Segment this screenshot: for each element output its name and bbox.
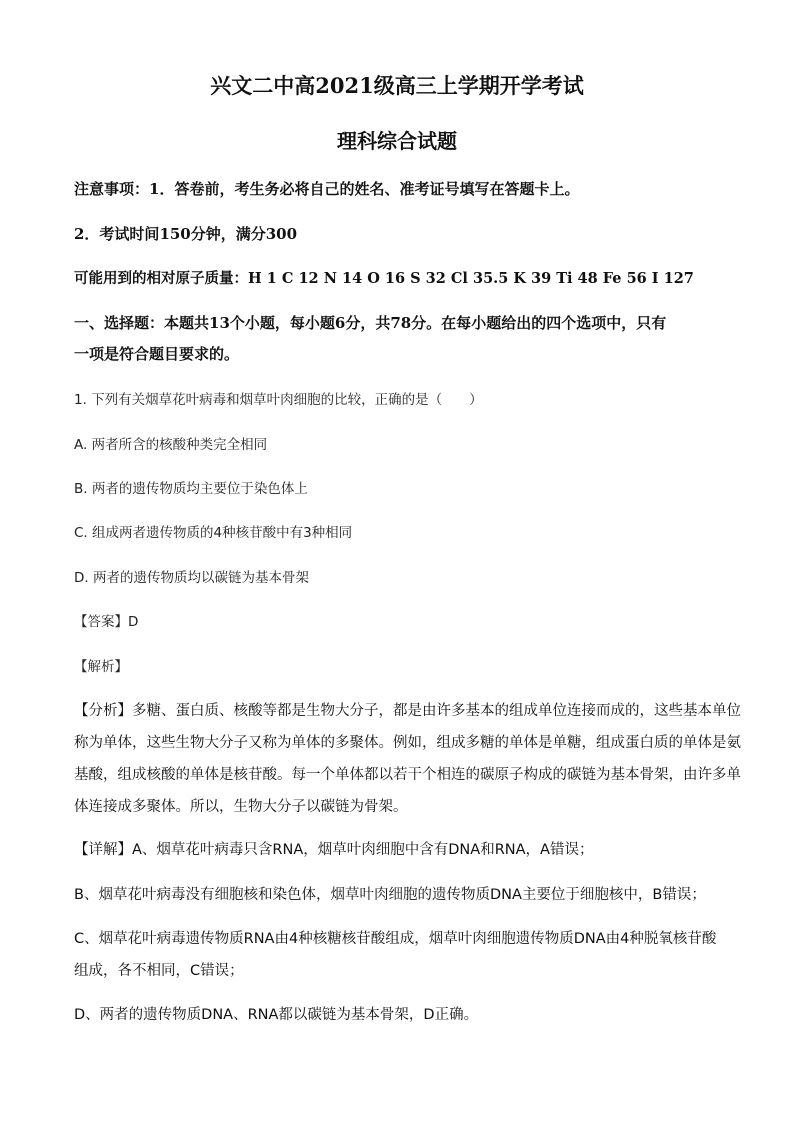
option-b: B. 两者的遗传物质均主要位于染色体上 xyxy=(74,481,308,497)
analysis-line-1: 【分析】多糖、蛋白质、核酸等都是生物大分子，都是由许多基本的组成单位连接而成的，这些基本单位 xyxy=(74,703,741,719)
section-heading-line-2: 一项是符合题目要求的。 xyxy=(74,345,240,363)
question-stem: 1. 下列有关烟草花叶病毒和烟草叶肉细胞的比较，正确的是（ ） xyxy=(74,392,483,408)
analysis-line-4: 体连接成多聚体。所以，生物大分子以碳链为骨架。 xyxy=(74,799,408,815)
answer-line: 【答案】D xyxy=(74,614,139,630)
notes-line-2: 2．考试时间150分钟，满分300 xyxy=(74,225,298,243)
option-c: C. 组成两者遗传物质的4种核苷酸中有3种相同 xyxy=(74,525,353,541)
analysis-line-3: 基酸，组成核酸的单体是核苷酸。每一个单体都以若干个相连的碳原子构成的碳链为基本骨架，由许多单 xyxy=(74,767,741,783)
detail-d: D、两者的遗传物质DNA、RNA都以碳链为基本骨架，D正确。 xyxy=(74,1007,479,1023)
analysis-label: 【解析】 xyxy=(74,659,128,675)
option-d: D. 两者的遗传物质均以碳链为基本骨架 xyxy=(74,570,309,586)
analysis-line-2: 称为单体，这些生物大分子又称为单体的多聚体。例如，组成多糖的单体是单糖，组成蛋白质的单体是氨 xyxy=(74,735,741,751)
detail-c-line-1: C、烟草花叶病毒遗传物质RNA由4种核糖核苷酸组成，烟草叶肉细胞遗传物质DNA由4种脱氧核苷酸 xyxy=(74,931,717,947)
detail-a: 【详解】A、烟草花叶病毒只含RNA，烟草叶肉细胞中含有DNA和RNA，A错误； xyxy=(74,842,594,858)
exam-title: 兴文二中高2021级高三上学期开学考试 xyxy=(210,73,584,98)
atomic-masses: 可能用到的相对原子质量：H 1 C 12 N 14 O 16 S 32 Cl 35.5 K 39 Ti 48 Fe 56 I 127 xyxy=(74,270,694,287)
detail-c-line-2: 组成，各不相同，C错误； xyxy=(74,963,244,979)
exam-subtitle: 理科综合试题 xyxy=(337,129,457,153)
detail-b: B、烟草花叶病毒没有细胞核和染色体，烟草叶肉细胞的遗传物质DNA主要位于细胞核中，B错误； xyxy=(74,887,706,903)
option-a: A. 两者所含的核酸种类完全相同 xyxy=(74,437,268,453)
section-heading-line-1: 一、选择题：本题共13个小题，每小题6分，共78分。在每小题给出的四个选项中，只有 xyxy=(74,314,667,332)
notes-line-1: 注意事项：1．答卷前，考生务必将自己的姓名、准考证号填写在答题卡上。 xyxy=(74,180,580,198)
